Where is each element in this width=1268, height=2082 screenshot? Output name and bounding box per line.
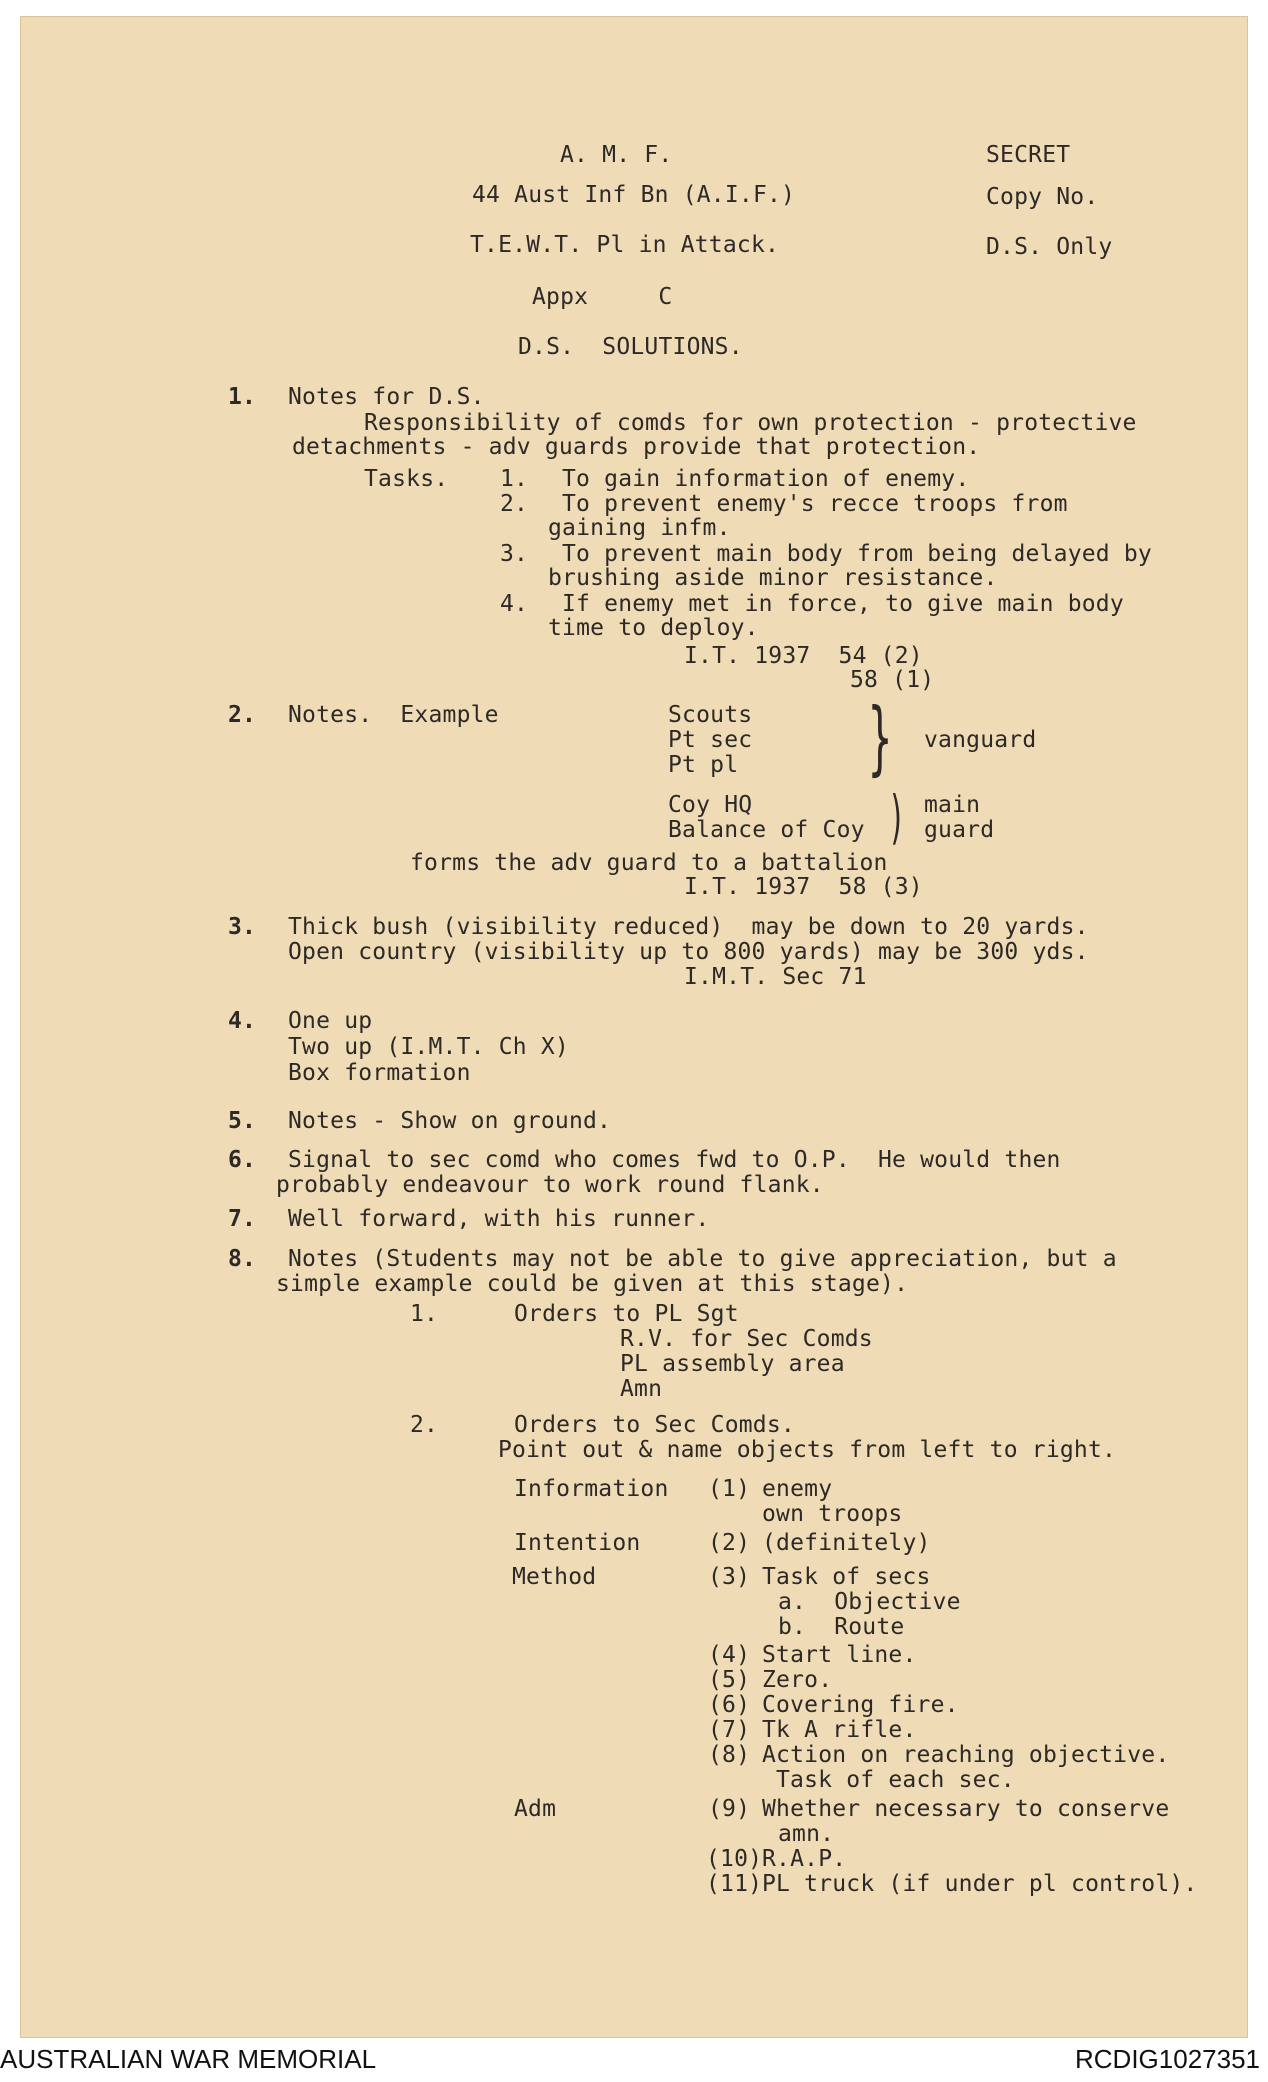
section-1-text: detachments - adv guards provide that protection. — [292, 434, 981, 460]
formation-item: Two up (I.M.T. Ch X) — [288, 1034, 569, 1060]
task-text: time to deploy. — [548, 615, 759, 641]
para-number: (9) — [708, 1796, 751, 1822]
section-8-text: Notes (Students may not be able to give appreciation, but a — [288, 1246, 1117, 1272]
para-label-method: Method — [512, 1564, 597, 1590]
para-subitem: b. Route — [778, 1614, 905, 1640]
org-heading: A. M. F. — [560, 142, 673, 168]
task-text: If enemy met in force, to give main body — [562, 591, 1124, 617]
section-8-text: simple example could be given at this stage). — [276, 1271, 909, 1297]
section-6-text: Signal to sec comd who comes fwd to O.P. He would then — [288, 1147, 1061, 1173]
solutions-heading: D.S. SOLUTIONS. — [518, 334, 743, 360]
para-number: (3) — [708, 1564, 751, 1590]
para-text: Task of secs — [762, 1564, 931, 1590]
para-number: (5) — [708, 1667, 751, 1693]
task-number: 2. — [500, 491, 529, 517]
section-1-text: Responsibility of comds for own protection - protective — [364, 410, 1137, 436]
ds-only: D.S. Only — [986, 234, 1113, 260]
para-text: PL truck (if under pl control). — [762, 1871, 1198, 1897]
task-number: 1. — [500, 466, 529, 492]
order-item: PL assembly area — [620, 1351, 845, 1377]
section-5-number: 5. — [228, 1108, 257, 1134]
para-text: amn. — [778, 1821, 835, 1847]
para-text: Start line. — [762, 1642, 917, 1668]
task-text: gaining infm. — [548, 515, 731, 541]
para-text: Zero. — [762, 1667, 833, 1693]
copy-number: Copy No. — [986, 184, 1099, 210]
reference: I.M.T. Sec 71 — [684, 964, 867, 990]
main-guard-item: Balance of Coy — [668, 817, 865, 843]
para-text: R.A.P. — [762, 1846, 847, 1872]
brace-mark: ) — [888, 783, 906, 851]
section-4-number: 4. — [228, 1008, 257, 1034]
order-title: Orders to Sec Comds. — [514, 1412, 795, 1438]
reference: I.T. 1937 54 (2) — [684, 643, 923, 669]
para-text: (definitely) — [762, 1530, 931, 1556]
para-text: Tk A rifle. — [762, 1717, 917, 1743]
section-3-number: 3. — [228, 914, 257, 940]
para-number: (7) — [708, 1717, 751, 1743]
task-number: 4. — [500, 591, 529, 617]
section-2-label: Notes. Example — [288, 702, 499, 728]
tasks-label: Tasks. — [364, 466, 449, 492]
brace-mark: } — [868, 691, 893, 784]
task-text: To gain information of enemy. — [562, 466, 970, 492]
section-8-number: 8. — [228, 1246, 257, 1272]
para-number: (4) — [708, 1642, 751, 1668]
para-number: (6) — [708, 1692, 751, 1718]
order-item: Amn — [620, 1376, 663, 1402]
order-number: 2. — [410, 1412, 439, 1438]
para-number: (11) — [706, 1871, 763, 1897]
document-page — [20, 16, 1248, 2038]
main-guard-label: guard — [924, 817, 995, 843]
formation-item: Box formation — [288, 1060, 471, 1086]
para-text: enemy — [762, 1476, 833, 1502]
classification: SECRET — [986, 142, 1071, 168]
vanguard-item: Scouts — [668, 702, 753, 728]
section-1-title: Notes for D.S. — [288, 384, 485, 410]
section-7-number: 7. — [228, 1206, 257, 1232]
para-label-adm: Adm — [514, 1796, 557, 1822]
section-6-number: 6. — [228, 1147, 257, 1173]
formation-item: One up — [288, 1008, 373, 1034]
order-item: R.V. for Sec Comds — [620, 1326, 873, 1352]
section-3-text: Thick bush (visibility reduced) may be down to 20 yards. — [288, 914, 1089, 940]
reference: 58 (1) — [850, 667, 935, 693]
exercise-title: T.E.W.T. Pl in Attack. — [470, 232, 780, 258]
para-label-intention: Intention — [514, 1530, 641, 1556]
appendix: Appx C — [532, 284, 673, 310]
para-text: own troops — [762, 1501, 903, 1527]
para-number: (1) — [708, 1476, 751, 1502]
footer-source: AUSTRALIAN WAR MEMORIAL — [0, 2044, 377, 2074]
para-text: Whether necessary to conserve — [762, 1796, 1170, 1822]
para-subitem: a. Objective — [778, 1589, 961, 1615]
task-text: brushing aside minor resistance. — [548, 565, 998, 591]
para-number: (2) — [708, 1530, 751, 1556]
reference: I.T. 1937 58 (3) — [684, 874, 923, 900]
vanguard-item: Pt pl — [668, 752, 739, 778]
task-text: To prevent main body from being delayed by — [562, 541, 1152, 567]
task-number: 3. — [500, 541, 529, 567]
unit-heading: 44 Aust Inf Bn (A.I.F.) — [472, 182, 796, 208]
main-guard-label: main — [924, 792, 981, 818]
para-number: (8) — [708, 1742, 751, 1768]
section-6-text: probably endeavour to work round flank. — [276, 1172, 824, 1198]
order-subtitle: Point out & name objects from left to right. — [498, 1437, 1117, 1463]
vanguard-item: Pt sec — [668, 727, 753, 753]
para-label-information: Information — [514, 1476, 669, 1502]
order-number: 1. — [410, 1301, 439, 1327]
para-text: Covering fire. — [762, 1692, 959, 1718]
vanguard-label: vanguard — [924, 727, 1037, 753]
section-1-number: 1. — [228, 384, 257, 410]
main-guard-item: Coy HQ — [668, 792, 753, 818]
section-2-text: forms the adv guard to a battalion — [410, 850, 888, 876]
para-subitem: Task of each sec. — [776, 1767, 1015, 1793]
section-3-text: Open country (visibility up to 800 yards) may be 300 yds. — [288, 939, 1089, 965]
footer-id: RCDIG1027351 — [1075, 2044, 1260, 2074]
order-title: Orders to PL Sgt — [514, 1301, 739, 1327]
section-7-text: Well forward, with his runner. — [288, 1206, 710, 1232]
section-5-text: Notes - Show on ground. — [288, 1108, 612, 1134]
para-number: (10) — [706, 1846, 763, 1872]
task-text: To prevent enemy's recce troops from — [562, 491, 1068, 517]
para-text: Action on reaching objective. — [762, 1742, 1170, 1768]
section-2-number: 2. — [228, 702, 257, 728]
